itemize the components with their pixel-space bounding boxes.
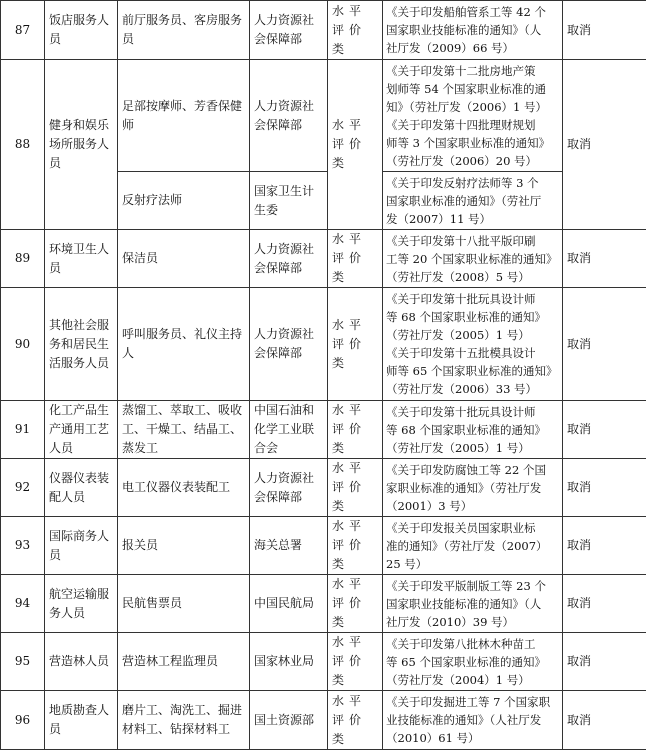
standard-document [386,290,559,344]
action-cell: 取消 [563,230,646,288]
standard-line: 准的通知》（劳社厅发（2007） [386,537,559,555]
table-row [1,230,646,288]
standard-document [386,635,559,689]
action-cell: 取消 [563,288,646,401]
department-cell: 人力资源社会保障部 [250,1,328,60]
occupation-cell: 足部按摩师、芳香保健师 [118,60,250,172]
evaluation-type-cell: 水平评价类 [328,633,383,691]
standard-cell [383,60,563,172]
standard-line: 师等 3 个国家职业标准的通知》 [386,134,559,152]
standard-line: 业技能标准的通知》（人社厅发 [386,711,559,729]
standard-line: （劳社厅发（2006）20 号） [386,152,559,170]
table-row [1,1,646,60]
standard-line: （劳社厅发（2005）1 号） [386,439,559,457]
table-row [1,459,646,517]
standard-line: 《关于印发掘进工等 7 个国家职 [386,693,559,711]
table-row [1,691,646,750]
row-number: 89 [1,230,45,288]
row-number: 91 [1,401,45,459]
standard-line: 师等 65 个国家职业标准的通知》 [386,362,559,380]
department-cell: 人力资源社会保障部 [250,60,328,172]
evaluation-type-cell: 水平评价类 [328,288,383,401]
standard-line: 划师等 54 个国家职业标准的通 [386,80,559,98]
category-cell: 化工产品生产通用工艺人员 [45,401,118,459]
standard-document [386,62,559,116]
standard-document [386,577,559,631]
occupation-cell: 营造林工程监理员 [118,633,250,691]
action-cell: 取消 [563,575,646,633]
standard-document [386,3,559,57]
category-cell: 健身和娱乐场所服务人员 [45,60,118,230]
category-cell: 饭店服务人员 [45,1,118,60]
category-cell: 营造林人员 [45,633,118,691]
occupation-cell: 电工仪器仪表装配工 [118,459,250,517]
department-cell: 人力资源社会保障部 [250,288,328,401]
action-cell: 取消 [563,401,646,459]
standard-line: （2010）61 号） [386,729,559,747]
evaluation-type-cell: 水平评价类 [328,459,383,517]
occupation-cell: 蒸馏工、萃取工、吸收工、干燥工、结晶工、蒸发工 [118,401,250,459]
department-cell: 海关总署 [250,517,328,575]
standard-cell [383,1,563,60]
standard-line: 《关于印发第十批玩具设计师 [386,403,559,421]
row-number: 95 [1,633,45,691]
standard-line: 《关于印发第十二批房地产策 [386,62,559,80]
row-number: 88 [1,60,45,230]
table-row [1,60,646,172]
standard-line: 《关于印发平版制版工等 23 个 [386,577,559,595]
standard-document [386,174,559,228]
action-cell: 取消 [563,60,646,230]
standard-cell [383,401,563,459]
row-number: 90 [1,288,45,401]
standard-document [386,519,559,573]
evaluation-type-cell: 水平评价类 [328,691,383,750]
row-number: 87 [1,1,45,60]
evaluation-type-cell: 水平评价类 [328,517,383,575]
occupation-cell: 呼叫服务员、礼仪主持人 [118,288,250,401]
standard-line: 《关于印发反射疗法师等 3 个 [386,174,559,192]
standard-line: 等 68 个国家职业标准的通知》 [386,308,559,326]
action-cell: 取消 [563,691,646,750]
action-cell: 取消 [563,459,646,517]
table-row [1,517,646,575]
standard-document [386,693,559,747]
evaluation-type-cell: 水平评价类 [328,575,383,633]
evaluation-type-cell: 水平评价类 [328,1,383,60]
category-cell: 地质勘查人员 [45,691,118,750]
category-cell: 环境卫生人员 [45,230,118,288]
standard-line: （劳社厅发（2008）5 号） [386,268,559,286]
evaluation-type-cell: 水平评价类 [328,230,383,288]
standard-cell [383,691,563,750]
department-cell: 国家卫生计生委 [250,172,328,230]
standard-line: 家职业标准的通知》（劳社厅发 [386,479,559,497]
row-number: 96 [1,691,45,750]
department-cell: 人力资源社会保障部 [250,459,328,517]
department-cell: 中国民航局 [250,575,328,633]
standard-line: （劳社厅发（2005）1 号） [386,326,559,344]
occupation-cell: 前厅服务员、客房服务员 [118,1,250,60]
action-cell: 取消 [563,517,646,575]
standard-line: 《关于印发第十八批平版印刷 [386,232,559,250]
standard-line: 《关于印发报关员国家职业标 [386,519,559,537]
standard-line: （劳社厅发（2004）1 号） [386,671,559,689]
standard-cell [383,459,563,517]
standard-line: 25 号） [386,555,559,573]
row-number: 93 [1,517,45,575]
category-cell: 国际商务人员 [45,517,118,575]
standard-line: 知》（劳社厅发（2006）1 号） [386,98,559,116]
occupation-cell: 反射疗法师 [118,172,250,230]
standard-line: 《关于印发第八批林木种苗工 [386,635,559,653]
category-cell: 仪器仪表装配人员 [45,459,118,517]
evaluation-type-cell: 水平评价类 [328,401,383,459]
standard-line: 《关于印发船舶管系工等 42 个 [386,3,559,21]
standard-line: 发（2007）11 号） [386,210,559,228]
standard-line: 《关于印发防腐蚀工等 22 个国 [386,461,559,479]
standard-cell [383,633,563,691]
standard-line: 《关于印发第十五批模具设计 [386,344,559,362]
department-cell: 中国石油和化学工业联合会 [250,401,328,459]
department-cell: 人力资源社会保障部 [250,230,328,288]
standard-line: （2001）3 号） [386,497,559,515]
standard-line: （劳社厅发（2006）33 号） [386,380,559,398]
occupation-cell: 民航售票员 [118,575,250,633]
row-number: 92 [1,459,45,517]
standard-line: 等 65 个国家职业标准的通知》 [386,653,559,671]
standard-document [386,232,559,286]
standard-document [386,403,559,457]
table-row [1,633,646,691]
table-row [1,575,646,633]
standard-document [386,116,559,170]
row-number: 94 [1,575,45,633]
standard-line: 《关于印发第十四批理财规划 [386,116,559,134]
table-row [1,401,646,459]
department-cell: 国土资源部 [250,691,328,750]
standard-cell [383,575,563,633]
action-cell: 取消 [563,1,646,60]
department-cell: 国家林业局 [250,633,328,691]
standard-line: 工等 20 个国家职业标准的通知》 [386,250,559,268]
category-cell: 航空运输服务人员 [45,575,118,633]
occupation-cell: 报关员 [118,517,250,575]
table-body [1,1,646,750]
table-row [1,288,646,401]
standard-cell [383,517,563,575]
standard-document [386,344,559,398]
standard-line: 社厅发（2010）39 号） [386,613,559,631]
standard-cell [383,230,563,288]
evaluation-type-cell: 水平评价类 [328,60,383,230]
occupation-cell: 保洁员 [118,230,250,288]
category-cell: 其他社会服务和居民生活服务人员 [45,288,118,401]
standard-line: 社厅发（2009）66 号） [386,39,559,57]
occupation-cell: 磨片工、淘洗工、掘进材料工、钻探材料工 [118,691,250,750]
standard-cell [383,288,563,401]
standard-line: 《关于印发第十批玩具设计师 [386,290,559,308]
action-cell: 取消 [563,633,646,691]
standard-document [386,461,559,515]
standard-line: 等 68 个国家职业标准的通知》 [386,421,559,439]
standard-line: 国家职业技能标准的通知》（人 [386,21,559,39]
standard-line: 国家职业标准的通知》（劳社厅 [386,192,559,210]
standard-cell [383,172,563,230]
standard-line: 国家职业技能标准的通知》（人 [386,595,559,613]
